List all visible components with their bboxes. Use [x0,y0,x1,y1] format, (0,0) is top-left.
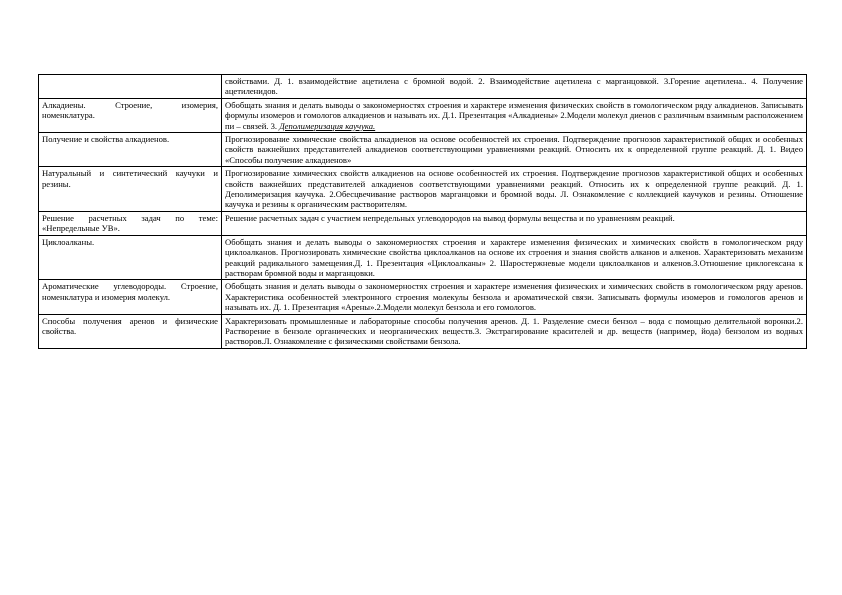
table-row [39,75,807,99]
topic-cell: Получение и свойства алкадиенов. [39,133,222,167]
content-emphasis: Деполимеризация каучука. [279,120,376,131]
content-text: Прогнозирование химические свойства алкадиенов на основе особенностей их строения. Подтверждение прогнозов характеристикой общих и особенных свойств важнейших представителей алкадиенов соответствующими уравнениями реакций. Относить их к определенной группе реакций. Д. 1. Видео «Способы получение алкадиенов» [225,134,803,165]
table-row [39,98,807,132]
content-cell [222,75,807,99]
content-cell [222,235,807,280]
topic-cell: Решение расчетных задач по теме: «Непредельные УВ». [39,211,222,235]
lesson-plan-table [38,74,807,349]
table-row [39,314,807,348]
topic-cell: Алкадиены. Строение, изомерия, номенклатура. [39,98,222,132]
table-row [39,211,807,235]
topic-cell: Способы получения аренов и физические свойства. [39,314,222,348]
content-cell [222,211,807,235]
topic-cell [39,75,222,99]
topic-cell: Натуральный и синтетический каучуки и резины. [39,167,222,212]
content-text: Характеризовать промышленные и лабораторные способы получения аренов. Д. 1. Разделение смеси бензол – вода с помощью делительной воронки.2. Растворение в бензоле органических и неорганических веществ.3. Экстрагирование красителей и др. веществ (например, йода) бензолом из водных растворов.Л. Ознакомление с физическими свойствами бензола. [225,315,803,347]
table-row [39,280,807,314]
topic-cell: Ароматические углеводороды. Строение, номенклатура и изомерия молекул. [39,280,222,314]
lesson-plan-body [39,75,807,349]
content-text: Обобщать знания и делать выводы о закономерностях строения и характере изменения физических и химических свойств в гомологическом ряду циклоалканов. Прогнозировать химические свойства циклоалканов на основе их строения и знания свойств алканов и алкенов. Характеризовать механизм реакций радикального замещения.Д. 1. Презентация «Циклоалканы» 2. Шаростержневые модели циклоалканов и алкенов.3.Отношение циклогексана к растворам бромной воды и марганцовки. [225,236,803,278]
content-text: Обобщать знания и делать выводы о закономерностях строения и характере изменения физических свойств в гомологическом ряду алкадиенов. Записывать формулы изомеров и гомологов алкадиенов и называть их. Д.1. Презентация «Алкадиены» 2.Модели молекул диенов с различным взаимным расположением пи – связей. 3. [225,99,803,131]
topic-cell: Циклоалканы. [39,235,222,280]
content-cell [222,98,807,132]
content-text: Обобщать знания и делать выводы о закономерностях строения и характере изменения физических и химических свойств в гомологическом ряду аренов. Характеристика особенностей электронного строения молекулы бензола и ароматической связи. Записывать формулы изомеров и гомологов аренов и называть их. Д. 1. Презентация «Арены».2.Модели молекул бензола и его гомологов. [225,281,803,313]
table-row [39,235,807,280]
content-cell [222,314,807,348]
content-cell [222,280,807,314]
table-row [39,133,807,167]
content-cell [222,133,807,167]
content-text: свойствами. Д. 1. взаимодействие ацетилена с бромной водой. 2. Взаимодействие ацетилена с марганцовкой. 3.Горение ацетилена.. 4. Получение ацетиленидов. [225,76,803,97]
table-row [39,167,807,212]
content-text: Решение расчетных задач с участием непредельных углеводородов на вывод формулы вещества и по уравнениям реакций. [225,212,675,223]
content-cell [222,167,807,212]
content-text: Прогнозирование химических свойств алкадиенов на основе особенностей их строения. Подтверждение прогнозов характеристикой общих и особенных свойств важнейших представителей алкадиенов соответствующими уравнениями реакций. Относить их к определенной группе реакций. Д. 1. Деполимеризация каучука. 2.Обесцвечивание растворов марганцовки и бромной воды. Л. Ознакомление с коллекцией каучуков и резины. Отношение каучука и резины к органическим растворителям. [225,168,803,210]
